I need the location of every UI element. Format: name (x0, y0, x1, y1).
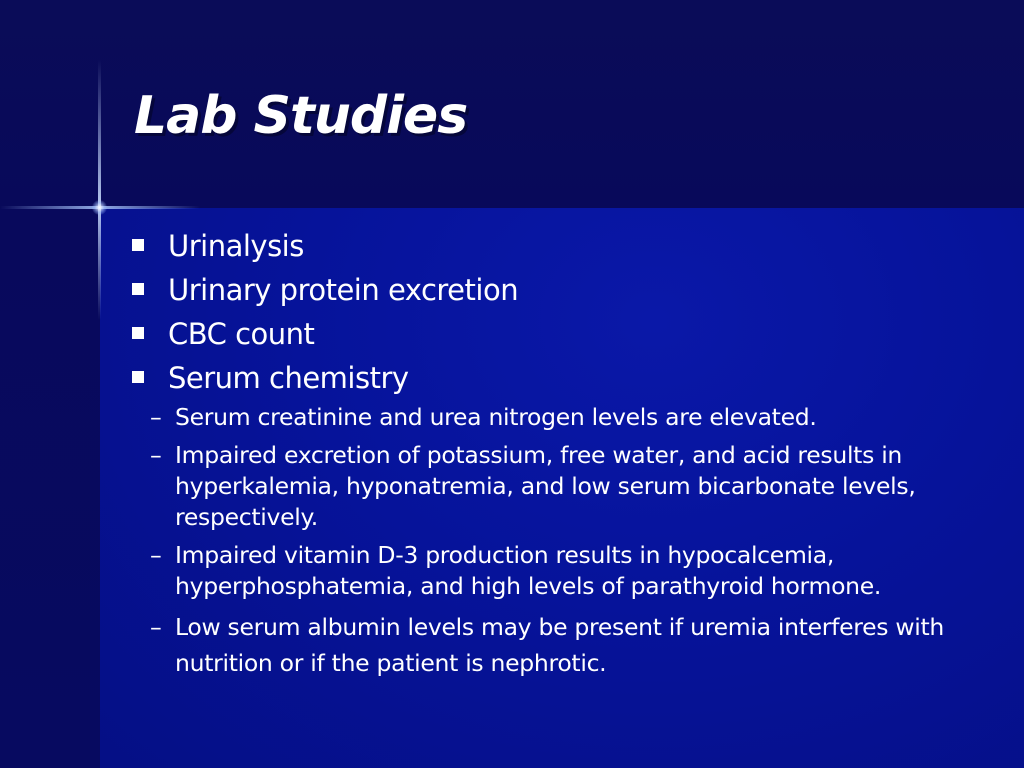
square-bullet-icon (132, 239, 144, 251)
dash-icon: – (150, 441, 162, 469)
dash-icon: – (150, 613, 162, 641)
sub-list-item (130, 609, 950, 681)
bullet-text: Urinary protein excretion (168, 273, 519, 307)
sub-bullet-list (150, 402, 950, 681)
bullet-text: CBC count (168, 317, 315, 351)
sub-bullet-text: Impaired vitamin D-3 production results in hypocalcemia, hyperphosphatemia, and high levels of parathyroid hormone. (175, 541, 882, 600)
sub-bullet-text: Impaired excretion of potassium, free water, and acid results in hyperkalemia, hyponatremia, and low serum bicarbonate levels, respectively. (175, 441, 916, 531)
sub-bullet-text: Serum creatinine and urea nitrogen levels are elevated. (175, 403, 817, 431)
sub-list-item (130, 402, 950, 433)
sub-list-item (130, 540, 950, 602)
slide-title: Lab Studies (134, 86, 468, 146)
square-bullet-icon (132, 327, 144, 339)
list-item (130, 356, 950, 681)
square-bullet-icon (132, 283, 144, 295)
sub-bullet-text: Low serum albumin levels may be present if uremia interferes with nutrition or if the patient is nephrotic. (175, 613, 945, 677)
star-flare-icon (92, 200, 107, 215)
bullet-text: Serum chemistry (168, 361, 409, 395)
bullet-text: Urinalysis (168, 229, 304, 263)
left-band (0, 208, 100, 768)
bullet-list (130, 224, 950, 688)
sub-list-item (130, 440, 950, 533)
square-bullet-icon (132, 371, 144, 383)
list-item (130, 224, 950, 268)
list-item (130, 312, 950, 356)
dash-icon: – (150, 541, 162, 569)
dash-icon: – (150, 403, 162, 431)
star-flare-vertical (98, 60, 101, 320)
list-item (130, 268, 950, 312)
